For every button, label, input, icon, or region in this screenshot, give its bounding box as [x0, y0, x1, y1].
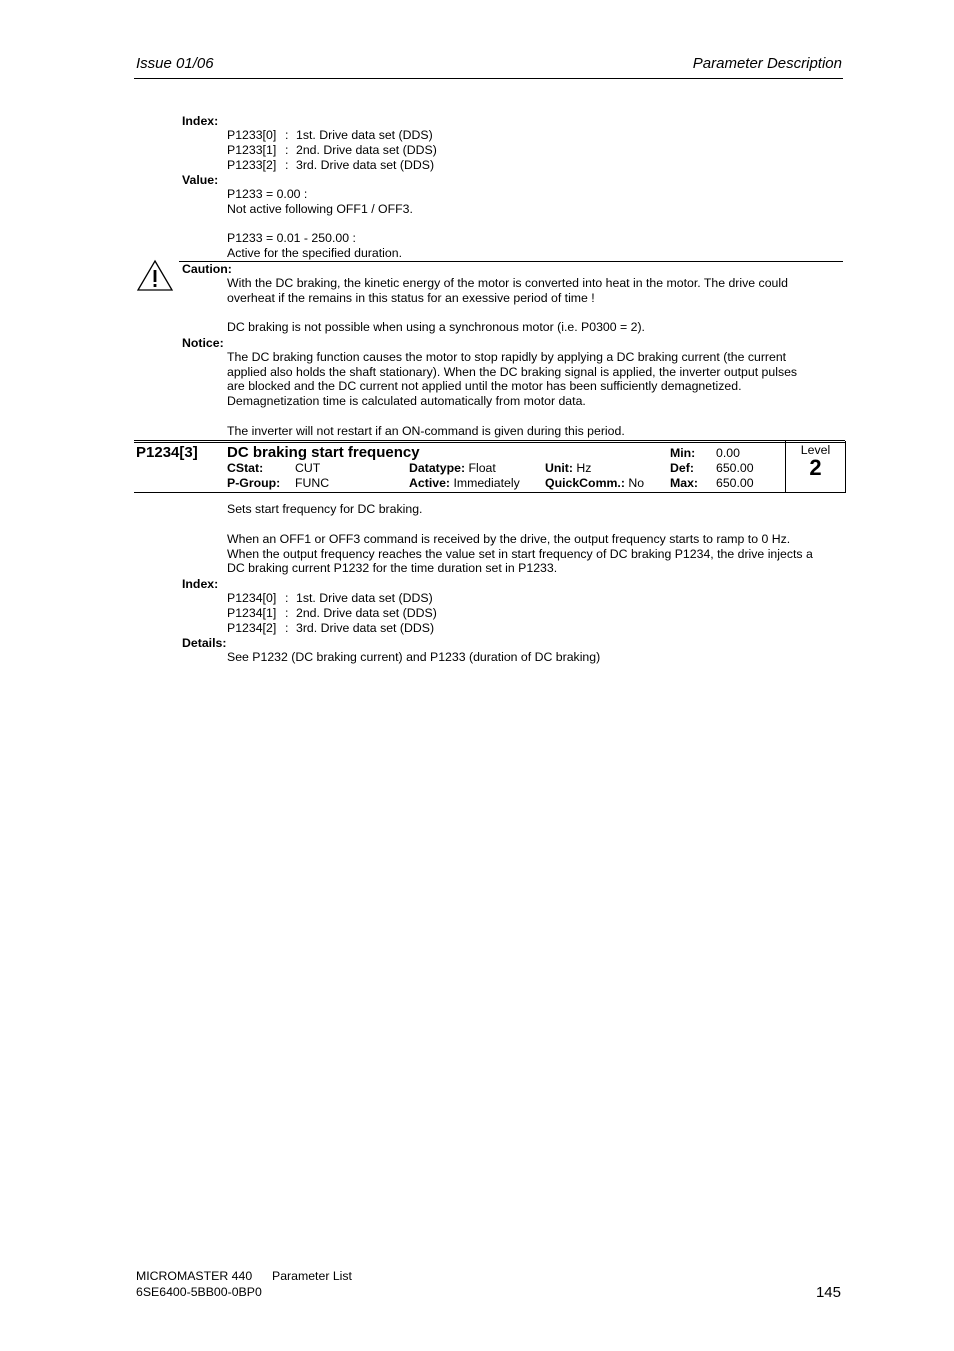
def-label: Def: — [670, 461, 694, 475]
footer-doc: Parameter List — [272, 1269, 352, 1283]
caution-line: With the DC braking, the kinetic energy of the motor is converted into heat in the motor. The drive could — [227, 276, 788, 290]
datatype-label: Datatype: — [409, 461, 466, 475]
p1233-index-list — [227, 128, 437, 172]
pgroup-label: P-Group: — [227, 476, 281, 490]
p1233-value-line: Not active following OFF1 / OFF3. — [227, 202, 413, 216]
level-label: Level — [800, 443, 831, 457]
unit-field — [545, 461, 591, 475]
p1233-value-line: P1233 = 0.01 - 250.00 : — [227, 231, 356, 245]
level-value: 2 — [809, 455, 822, 480]
p1233-value-line: Active for the specified duration. — [227, 246, 402, 260]
unit-value: Hz — [576, 461, 592, 475]
param-rule-top-2 — [134, 442, 845, 443]
index-row: P1233[1] : 2nd. Drive data set (DDS) — [227, 142, 437, 157]
index-row: P1234[0] : 1st. Drive data set (DDS) — [227, 591, 433, 605]
caution-line: overheat if the remains in this status for an exessive period of time ! — [227, 291, 595, 305]
p1233-index-label: Index: — [182, 114, 219, 128]
unit-label: Unit: — [545, 461, 573, 475]
header-section-title: Parameter Description — [692, 55, 842, 72]
max-value: 650.00 — [716, 476, 754, 490]
quickcomm-label: QuickComm.: — [545, 476, 625, 490]
notice-line: The DC braking function causes the motor to stop rapidly by applying a DC braking current (the current — [227, 350, 787, 364]
header-issue: Issue 01/06 — [136, 55, 214, 72]
notice-label: Notice: — [182, 336, 224, 350]
notice-line: applied also holds the shaft stationary). When the DC braking signal is applied, the inverter output pulses — [227, 365, 798, 379]
active-field — [409, 476, 520, 490]
cstat-value: CUT — [295, 461, 321, 475]
index-row: P1233[0] : 1st. Drive data set (DDS) — [227, 128, 433, 142]
param-id: P1234[3] — [136, 444, 198, 461]
notice-line: are blocked and the DC current not applied until the motor has been sufficiently demagnetized. — [227, 379, 742, 393]
datatype-field — [409, 461, 496, 475]
active-label: Active: — [409, 476, 451, 490]
index-row: P1234[2] : 3rd. Drive data set (DDS) — [227, 620, 435, 635]
p1234-details-label: Details: — [182, 636, 227, 650]
quickcomm-field — [545, 476, 644, 490]
max-label: Max: — [670, 476, 699, 490]
p1234-desc-line: When an OFF1 or OFF3 command is received by the drive, the output frequency starts to ramp to 0 Hz. — [227, 532, 791, 546]
notice-line: Demagnetization time is calculated automatically from motor data. — [227, 394, 586, 408]
p1234-desc-line: When the output frequency reaches the value set in start frequency of DC braking P1234, the drive injects a — [227, 547, 813, 561]
p1234-details-text: See P1232 (DC braking current) and P1233 (duration of DC braking) — [227, 650, 601, 664]
warning-triangle-icon — [136, 259, 174, 292]
param-rule-bottom — [134, 492, 786, 493]
p1233-value-label: Value: — [182, 173, 219, 187]
footer-product: MICROMASTER 440 — [136, 1269, 253, 1283]
def-value: 650.00 — [716, 461, 754, 475]
min-label: Min: — [670, 446, 696, 460]
param-rule-top — [134, 440, 845, 441]
pgroup-value: FUNC — [295, 476, 330, 490]
p1234-desc-line: DC braking current P1232 for the time duration set in P1233. — [227, 561, 558, 575]
p1234-index-label: Index: — [182, 577, 219, 591]
notice-line: The inverter will not restart if an ON-command is given during this period. — [227, 424, 625, 438]
level-box — [785, 441, 846, 493]
param-title: DC braking start frequency — [227, 444, 420, 461]
caution-line: DC braking is not possible when using a synchronous motor (i.e. P0300 = 2). — [227, 320, 645, 334]
active-value: Immediately — [453, 476, 520, 490]
index-row: P1233[2] : 3rd. Drive data set (DDS) — [227, 157, 435, 172]
footer-order-number: 6SE6400-5BB00-0BP0 — [136, 1285, 262, 1299]
p1234-desc-line: Sets start frequency for DC braking. — [227, 502, 423, 516]
header-rule — [134, 78, 843, 79]
min-value: 0.00 — [716, 446, 740, 460]
quickcomm-value: No — [628, 476, 645, 490]
p1233-value-line: P1233 = 0.00 : — [227, 187, 308, 201]
param-attr-row — [227, 461, 263, 475]
cstat-label: CStat: — [227, 461, 264, 475]
page-number: 145 — [815, 1284, 841, 1301]
caution-label: Caution: — [182, 262, 232, 276]
index-row: P1234[1] : 2nd. Drive data set (DDS) — [227, 605, 437, 620]
caution-rule — [179, 261, 843, 262]
p1234-index-list — [227, 591, 437, 635]
datatype-value: Float — [468, 461, 496, 475]
